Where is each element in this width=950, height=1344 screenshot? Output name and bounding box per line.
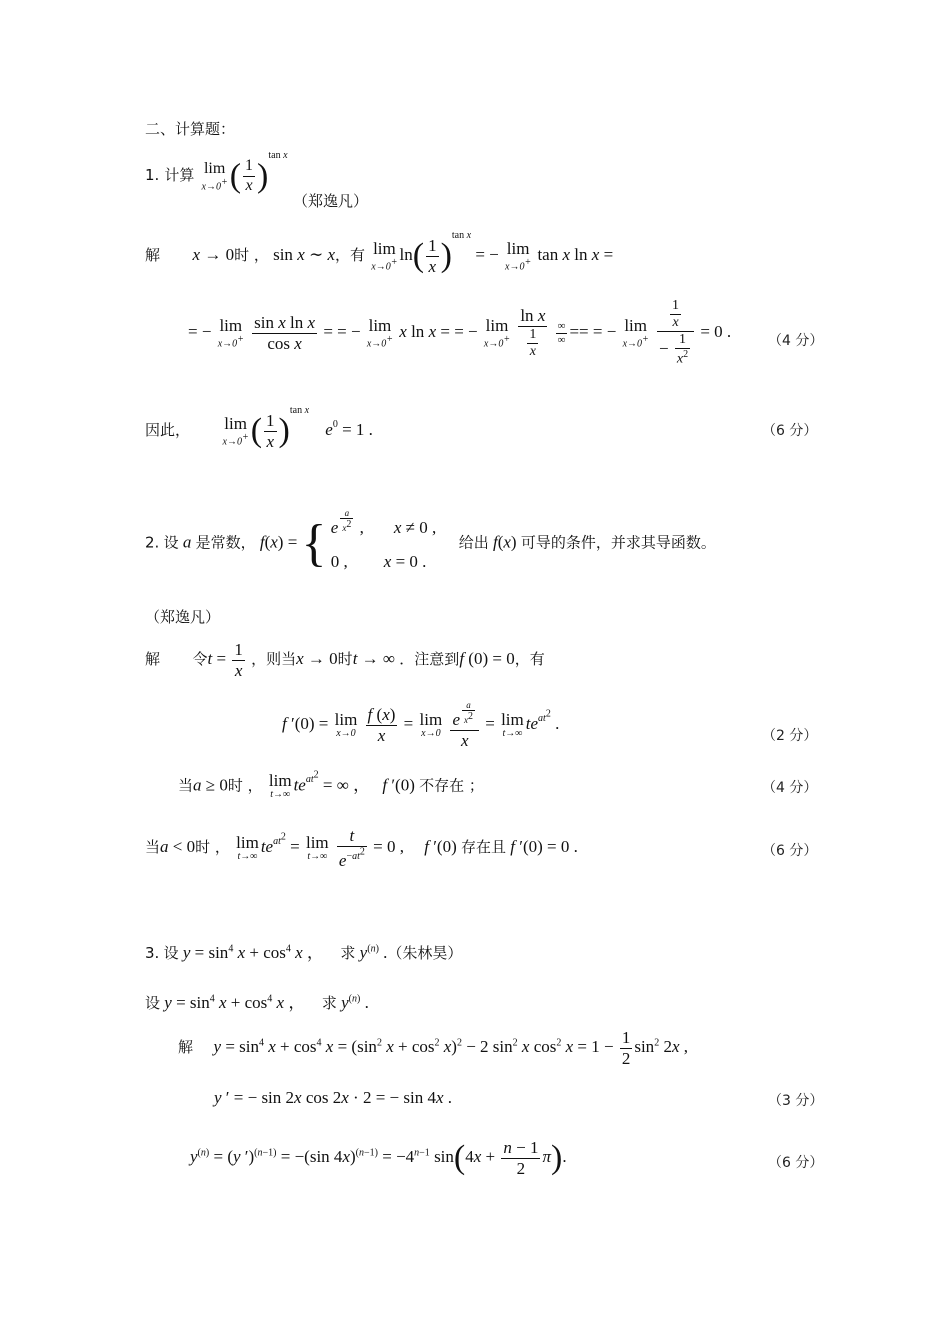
problem-2-case-1: 当a ≥ 0时 ， lim t→∞ $te^{at^2}$ = ∞ ， f ′(0) 不存在 ；: [178, 770, 484, 801]
problem-2-solution-line-1: 解 令t = $\frac{1}{x}$ ，则当x → 0时t → ∞ ．注意到f (0) = 0，有: [145, 640, 545, 680]
section-heading: 二、计算题：: [145, 120, 236, 138]
problem-2-score-a: （2 分）: [762, 728, 818, 744]
problem-1-author: （郑逸凡）: [293, 192, 369, 210]
problem-2-statement: 2. 设 a 是常数， f(x) = { e $^{\frac{a}{x^2}}$ , x ≠ 0 , 0 , x = 0 . 给出 f(x) 可导的条件，并求其导函数。: [145, 508, 716, 573]
problem-2-author: （郑逸凡）: [145, 608, 221, 626]
problem-number: 1.: [145, 166, 160, 184]
problem-3-author: （朱林昊）: [387, 944, 463, 962]
problem-1-score-b: （6 分）: [762, 423, 818, 439]
problem-3-solution-line-2: y ′ = − sin 2x cos 2x · 2 = − sin 4x .: [214, 1088, 453, 1107]
problem-3-solution-line-3: $y^{(n)} = (y$ ′)$^{(n-1)}$ = −(sin $4x)^{(n-1)} = -4^{n-1}$ sin(4x + $\frac{n - 1}{2}$ π).: [190, 1138, 567, 1178]
problem-3-solution-line-1: 解 $y = \sin^4 x + \cos^4 x = (\sin^2$ $x + \cos^2 x)^2 - 2$ $\sin^2 x$ $\cos^2 x = 1$ − $\frac{1}{2}$ $\sin^2 2x$ ,: [178, 1028, 688, 1068]
problem-2-case-2: 当a < 0时 ， lim t→∞ $te^{at^2} = \lim$ t→∞ $\frac{t}{e^{-at^2}}$ = 0 , f ′(0) 存在且 f ′(0) = 0 .: [145, 826, 578, 870]
problem-2-score-c: （6 分）: [762, 843, 818, 859]
problem-3-score-b: （6 分）: [768, 1155, 824, 1171]
problem-1-solution-line-2: = − lim x→0+ $\frac{\text{sin x ln x}}{\text{cos x}}$ = = − lim x→0+ x ln x = = − lim x→0+ $\frac{\text{ln x}}{\frac{1}{x}}$ $\frac{\infty}{\infty}$ == = − lim x→0+ $\frac{1}{x}$ − $\frac{1}{x^2}$ = 0 .: [188, 298, 732, 367]
problem-title: 计算: [164, 166, 195, 184]
problem-2-derivative: f ′(0) = lim x→0 $\frac{f (x)}{x}$ = lim x→0 e $^{\frac{a}{x^2}}$ x = lim t→∞ $te^{at^2}$ .: [282, 700, 560, 750]
problem-3-statement: 3. 设 $y = \sin^4 x + \cos^4 x$ ， 求 $y^{(n)}$ .（朱林昊）: [145, 943, 463, 962]
problem-1-solution-line-1: 解 x → 0时 ， sin x ∼ x，有 lim x→0+ ln( $\frac{1}{x}$ )$^{tan x}$ = − lim x→0+ tan x ln x =: [145, 230, 614, 276]
problem-1-conclusion: 因此， lim x→0+ ( $\frac{1}{x}$ )$^{tan x}$ $e^0 = 1$ .: [145, 405, 373, 451]
solution-label: 解: [145, 246, 161, 264]
problem-1-statement: 1. 计算 lim x→0+ ( $\frac{1}{x}$ )$^{tan x}$: [145, 150, 288, 195]
problem-3-restatement: 设 $y = \sin^4 x + \cos^4 x$ ， 求 $y^{(n)}$ .: [145, 993, 369, 1012]
problem-2-score-b: （4 分）: [762, 780, 818, 796]
problem-3-score-a: （3 分）: [768, 1093, 824, 1109]
problem-1-score-a: （4 分）: [768, 333, 824, 349]
